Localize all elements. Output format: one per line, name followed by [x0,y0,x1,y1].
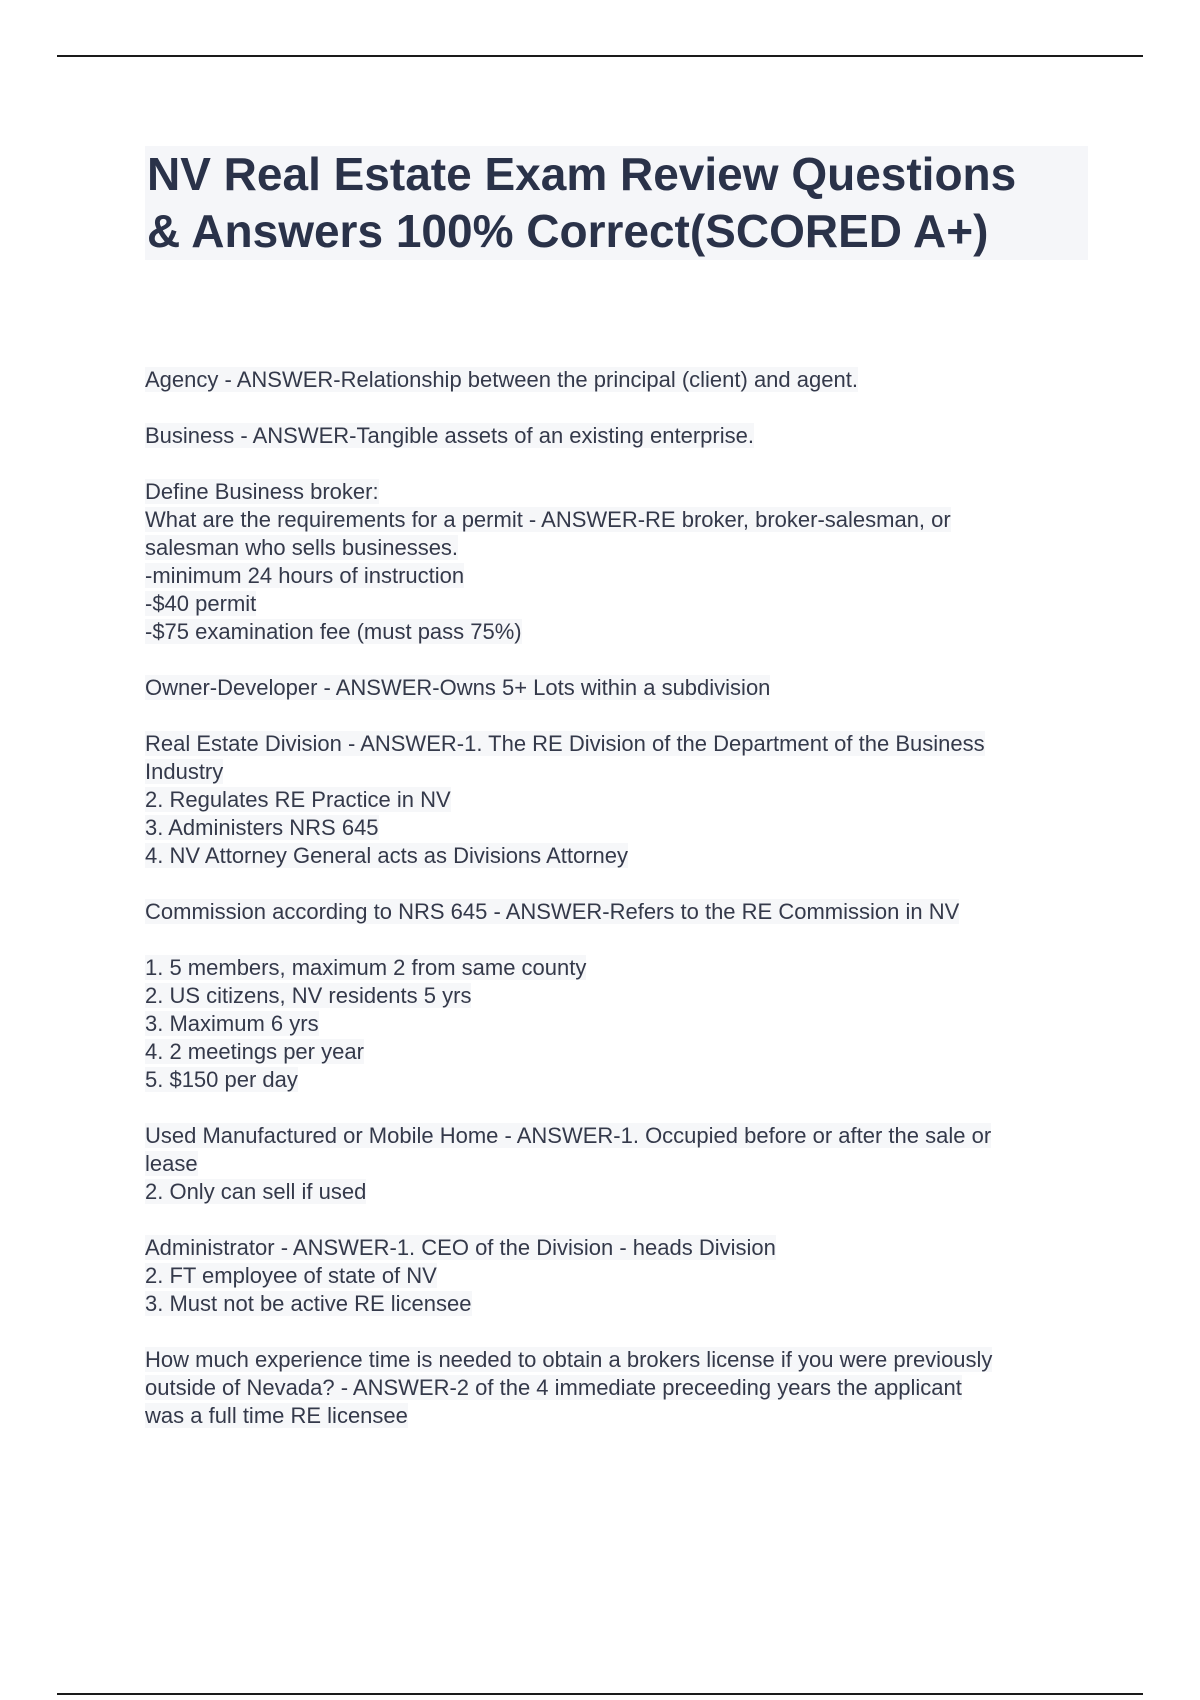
qa-line-text: What are the requirements for a permit - ANSWER-RE broker, broker-salesman, or [145,507,951,532]
qa-line-text: 1. 5 members, maximum 2 from same county [145,955,587,980]
title-line-1: NV Real Estate Exam Review Questions [147,148,1017,200]
qa-line-text: Used Manufactured or Mobile Home - ANSWER-1. Occupied before or after the sale or [145,1123,992,1148]
qa-line-text: 5. $150 per day [145,1067,298,1092]
qa-line-text: How much experience time is needed to obtain a brokers license if you were previously [145,1347,993,1372]
qa-line [145,478,1095,506]
qa-line-text: Owner-Developer - ANSWER-Owns 5+ Lots within a subdivision [145,675,771,700]
qa-entry [145,422,1095,450]
qa-entry [145,1234,1095,1318]
qa-line [145,1066,1095,1094]
qa-entry [145,954,1095,1094]
qa-line-text: Agency - ANSWER-Relationship between the principal (client) and agent. [145,367,858,392]
qa-line-text: Administrator - ANSWER-1. CEO of the Division - heads Division [145,1235,776,1260]
header-rule [57,55,1143,57]
qa-line [145,982,1095,1010]
qa-line [145,1150,1095,1178]
qa-line-text: Define Business broker: [145,479,379,504]
qa-line-text: -minimum 24 hours of instruction [145,563,465,588]
qa-entry [145,1122,1095,1206]
qa-line-text: 3. Administers NRS 645 [145,815,379,840]
qa-line [145,506,1095,534]
qa-line [145,1290,1095,1318]
qa-line-text: Industry [145,759,224,784]
qa-line-text: Commission according to NRS 645 - ANSWER-Refers to the RE Commission in NV [145,899,960,924]
qa-line-text: lease [145,1151,198,1176]
qa-line [145,534,1095,562]
qa-entry [145,478,1095,646]
qa-line [145,1346,1095,1374]
qa-line [145,422,1095,450]
qa-entry [145,898,1095,926]
title-line-2: & Answers 100% Correct(SCORED A+) [147,205,989,257]
qa-line-text: 4. 2 meetings per year [145,1039,364,1064]
qa-line [145,814,1095,842]
qa-line [145,674,1095,702]
qa-entry [145,730,1095,870]
qa-line-text: 2. US citizens, NV residents 5 yrs [145,983,472,1008]
qa-line [145,590,1095,618]
qa-line [145,786,1095,814]
qa-line [145,1038,1095,1066]
qa-line [145,898,1095,926]
qa-list [145,366,1095,1458]
qa-line-text: 2. FT employee of state of NV [145,1263,437,1288]
qa-line [145,1234,1095,1262]
qa-line-text: outside of Nevada? - ANSWER-2 of the 4 immediate preceeding years the applicant [145,1375,962,1400]
qa-entry [145,366,1095,394]
qa-entry [145,674,1095,702]
qa-line [145,758,1095,786]
document-title [145,146,1088,260]
qa-line [145,1010,1095,1038]
qa-line [145,1374,1095,1402]
qa-line [145,562,1095,590]
qa-line [145,1122,1095,1150]
qa-line [145,1262,1095,1290]
qa-line-text: -$75 examination fee (must pass 75%) [145,619,522,644]
qa-line [145,730,1095,758]
qa-entry [145,1346,1095,1430]
qa-line-text: 2. Only can sell if used [145,1179,367,1204]
qa-line [145,1178,1095,1206]
footer-rule [57,1693,1143,1695]
qa-line-text: -$40 permit [145,591,257,616]
qa-line-text: 4. NV Attorney General acts as Divisions Attorney [145,843,629,868]
qa-line [145,1402,1095,1430]
qa-line [145,366,1095,394]
qa-line [145,842,1095,870]
qa-line-text: 2. Regulates RE Practice in NV [145,787,451,812]
qa-line-text: 3. Must not be active RE licensee [145,1291,472,1316]
qa-line-text: Business - ANSWER-Tangible assets of an existing enterprise. [145,423,754,448]
qa-line-text: 3. Maximum 6 yrs [145,1011,319,1036]
qa-line [145,618,1095,646]
qa-line-text: salesman who sells businesses. [145,535,459,560]
qa-line [145,954,1095,982]
qa-line-text: was a full time RE licensee [145,1403,408,1428]
qa-line-text: Real Estate Division - ANSWER-1. The RE Division of the Department of the Business [145,731,985,756]
